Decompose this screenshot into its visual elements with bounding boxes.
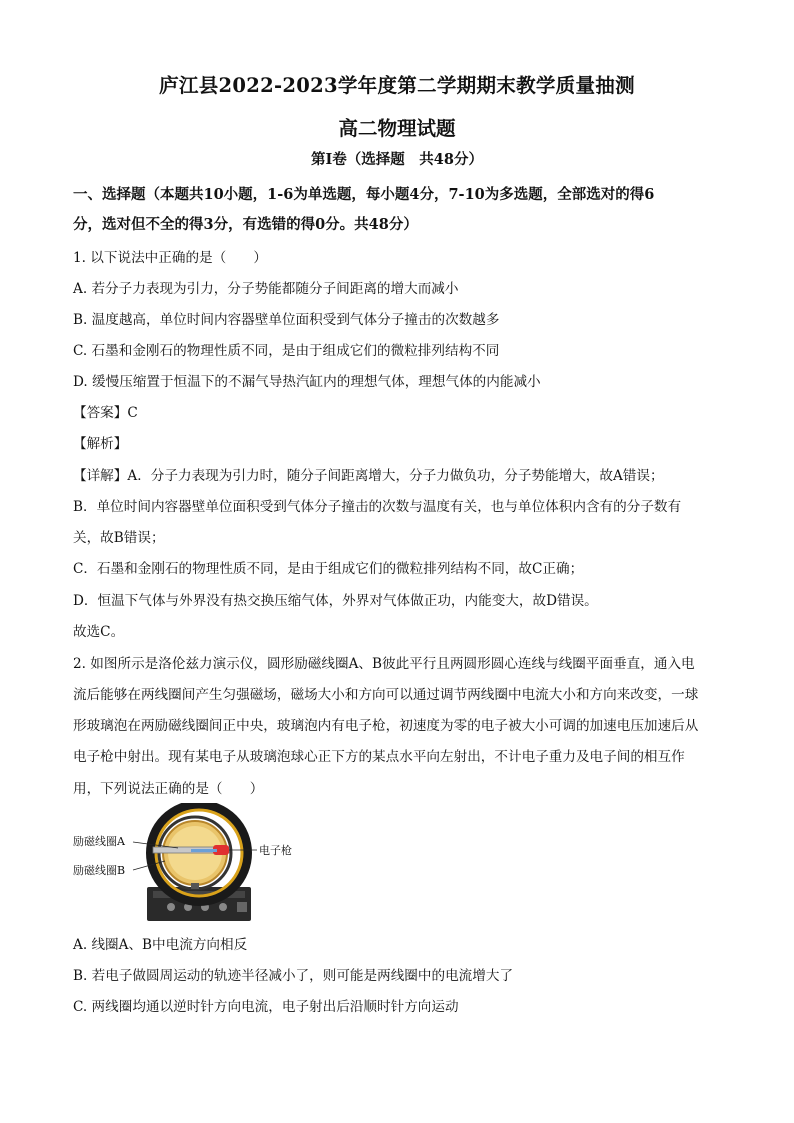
q1-detail-line-2: B．单位时间内容器壁单位面积受到气体分子撞击的次数与温度有关，也与单位体积内含有的分子数有: [73, 499, 682, 515]
coil-a-label: 励磁线圈A: [73, 835, 125, 848]
q1-option-c: C. 石墨和金刚石的物理性质不同，是由于组成它们的微粒排列结构不同: [73, 343, 500, 359]
lorentz-demonstrator-figure: [73, 803, 303, 928]
exam-title: 庐江县2022-2023学年度第二学期期末教学质量抽测: [159, 74, 635, 97]
q2-stem-line-2: 流后能够在两线圈间产生匀强磁场，磁场大小和方向可以通过调节两线圈中电流大小和方向来改变，一球: [73, 687, 699, 703]
q1-option-b: B. 温度越高，单位时间内容器壁单位面积受到气体分子撞击的次数越多: [73, 312, 500, 328]
q1-option-a: A. 若分子力表现为引力，分子势能都随分子间距离的增大而减小: [73, 281, 459, 297]
q1-detail-line-4: C．石墨和金刚石的物理性质不同，是由于组成它们的微粒排列结构不同，故C正确；: [73, 561, 584, 577]
section-heading-line-2: 分，选对但不全的得3分，有选错的得0分。共48分）: [73, 216, 418, 233]
q1-analysis-label: 【解析】: [73, 436, 128, 452]
q2-stem-line-4: 电子枪中射出。现有某电子从玻璃泡球心正下方的某点水平向左射出，不计电子重力及电子间的相互作: [73, 749, 685, 765]
q1-conclusion: 故选C。: [73, 624, 125, 640]
q1-answer: 【答案】C: [73, 405, 138, 421]
q1-detail-line-3: 关，故B错误；: [73, 530, 165, 546]
q2-option-a: A. 线圈A、B中电流方向相反: [73, 937, 248, 953]
q1-stem: 1. 以下说法中正确的是（ ）: [73, 250, 268, 266]
q1-detail-line-5: D．恒温下气体与外界没有热交换压缩气体，外界对气体做正功，内能变大，故D错误。: [73, 593, 598, 609]
electron-gun-label: 电子枪: [259, 844, 292, 857]
q2-option-c: C. 两线圈均通以逆时针方向电流，电子射出后沿顺时针方向运动: [73, 999, 459, 1015]
q2-stem-line-1: 2. 如图所示是洛伦兹力演示仪，圆形励磁线圈A、B彼此平行且两圆形圆心连线与线圈平面垂直，通入电: [73, 656, 695, 672]
section-heading-line-1: 一、选择题（本题共10小题，1-6为单选题，每小题4分，7-10为多选题，全部选对的得6: [73, 186, 655, 203]
q1-detail-line-1: 【详解】A．分子力表现为引力时，随分子间距离增大，分子力做负功，分子势能增大，故A错误；: [73, 468, 664, 484]
exam-subtitle: 高二物理试题: [338, 117, 456, 140]
coil-b-label: 励磁线圈B: [73, 864, 126, 877]
part-heading: 第I卷（选择题 共48分）: [311, 151, 483, 168]
q2-option-b: B. 若电子做圆周运动的轨迹半径减小了，则可能是两线圈中的电流增大了: [73, 968, 514, 984]
q2-stem-line-3: 形玻璃泡在两励磁线圈间正中央，玻璃泡内有电子枪，初速度为零的电子被大小可调的加速电压加速后从: [73, 718, 699, 734]
q1-option-d: D. 缓慢压缩置于恒温下的不漏气导热汽缸内的理想气体，理想气体的内能减小: [73, 374, 541, 390]
q2-stem-line-5: 用，下列说法正确的是（ ）: [73, 781, 264, 797]
